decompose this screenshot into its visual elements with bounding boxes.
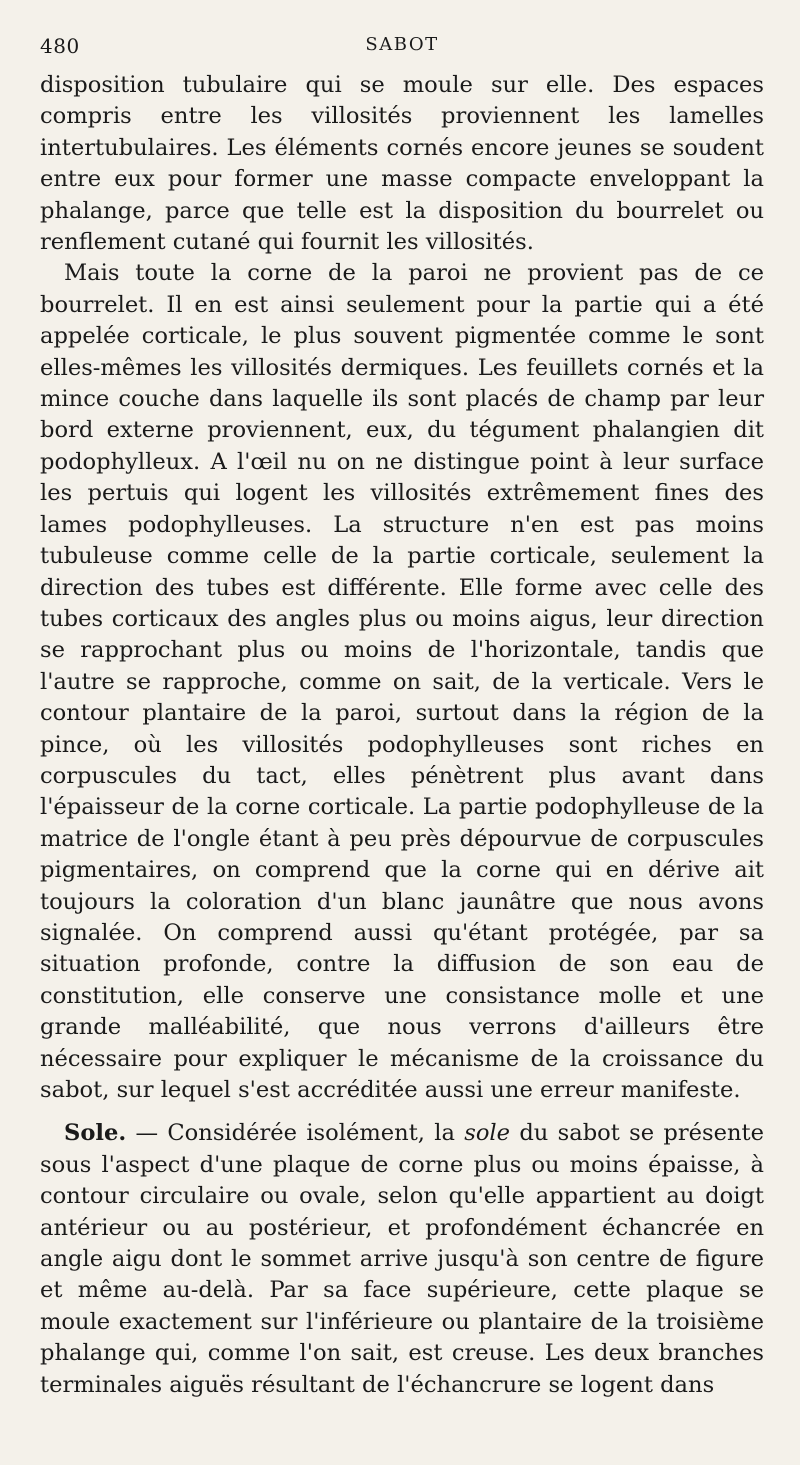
page-header <box>40 30 764 64</box>
paragraph-sole <box>40 1118 764 1401</box>
running-title: SABOT <box>365 34 439 55</box>
sole-heading: Sole. <box>64 1120 127 1147</box>
sole-body-text: du sabot se présente sous l'aspect d'une plaque de corne plus ou moins épaisse, à contour circulaire ou ovale, selon qu'elle appartient au doigt antérieur ou au postérieur, et profondément échancrée en angle aigu dont le sommet arrive jusqu'à son centre de figure et même au-delà. Par sa face supérieure, cette plaque se moule exactement sur l'inférieure ou plantaire de la troisième phalange qui, comme l'on sait, est creuse. Les deux branches terminales aiguës résultant de l'échancrure se logent dans <box>40 1120 764 1398</box>
body-text <box>40 70 764 1401</box>
page-number: 480 <box>40 34 80 58</box>
paragraph-continuation: disposition tubulaire qui se moule sur elle. Des espaces compris entre les villosités proviennent les lamelles intertubulaires. Les éléments cornés encore jeunes se soudent entre eux pour former une masse compacte enveloppant la phalange, parce que telle est la disposition du bourrelet ou renflement cutané qui fournit les villosités. <box>40 72 764 256</box>
sole-dash-text: — Considérée isolément, la <box>126 1120 465 1147</box>
paragraph-paroi: Mais toute la corne de la paroi ne provient pas de ce bourrelet. Il en est ainsi seulement pour la partie qui a été appelée corticale, le plus souvent pigmentée comme le sont elles-mêmes les villosités dermiques. Les feuillets cornés et la mince couche dans laquelle ils sont placés de champ par leur bord externe proviennent, eux, du tégument phalangien dit podophylleux. A l'œil nu on ne distingue point à leur surface les pertuis qui logent les villosités extrêmement fines des lames podophylleuses. La structure n'en est pas moins tubuleuse comme celle de la partie corticale, seulement la direction des tubes est différente. Elle forme avec celle des tubes corticaux des angles plus ou moins aigus, leur direction se rapprochant plus ou moins de l'horizontale, tandis que l'autre se rapproche, comme on sait, de la verticale. Vers le contour plantaire de la paroi, surtout dans la région de la pince, où les villosités podophylleuses sont riches en corpuscules du tact, elles pénètrent plus avant dans l'épaisseur de la corne corticale. La partie podophylleuse de la matrice de l'ongle étant à peu près dépourvue de corpuscules pigmentaires, on comprend que la corne qui en dérive ait toujours la coloration d'un blanc jaunâtre que nous avons signalée. On comprend aussi qu'étant protégée, par sa situation profonde, contre la diffusion de son eau de constitution, elle conserve une consistance molle et une grande malléabilité, que nous verrons d'ailleurs être nécessaire pour expliquer le mécanisme de la croissance du sabot, sur lequel s'est accréditée aussi une erreur manifeste. <box>40 260 764 1103</box>
sole-italic-word: sole <box>464 1120 511 1147</box>
